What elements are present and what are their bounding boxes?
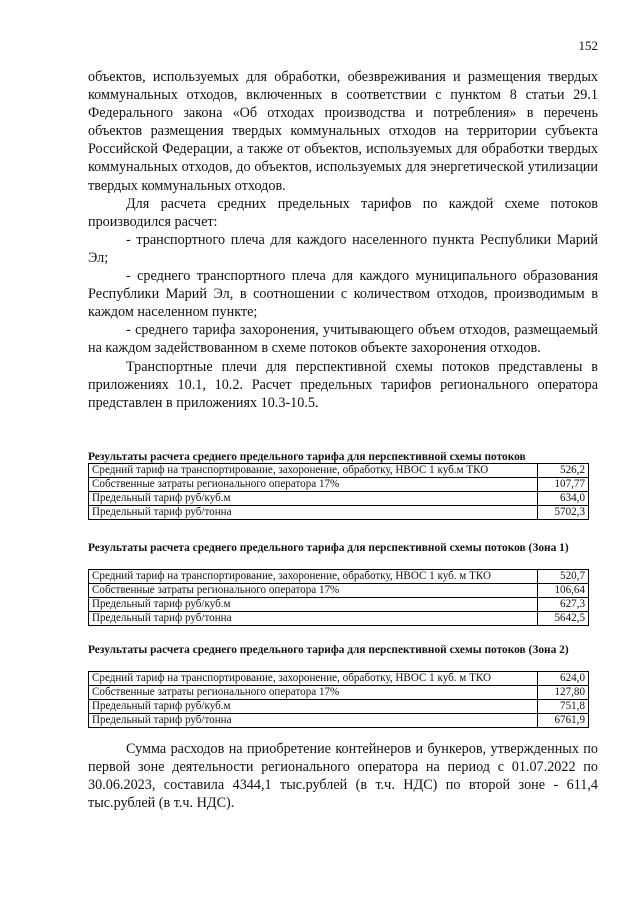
row-value: 127,80 xyxy=(538,686,589,700)
paragraph: Транспортные плечи для перспективной схемы потоков представлены в приложениях 10.1, 10.2. Расчет предельных тарифов регионального оператора представлен в приложениях 10.3-10.5. xyxy=(88,358,598,411)
table-row xyxy=(89,612,589,626)
row-label: Предельный тариф руб/тонна xyxy=(89,714,538,728)
row-label: Предельный тариф руб/куб.м xyxy=(89,700,538,714)
row-label: Средний тариф на транспортирование, захоронение, обработку, НВОС 1 куб. м ТКО xyxy=(89,570,538,584)
row-value: 751,8 xyxy=(538,700,589,714)
list-item: - среднего тарифа захоронения, учитывающего объем отходов, размещаемый на каждом задействованном в схеме потоков объекте захоронения отходов. xyxy=(88,322,598,357)
row-value: 6761,9 xyxy=(538,714,589,728)
table-row xyxy=(89,598,589,612)
tariff-table-overall xyxy=(88,463,589,520)
paragraph: Для расчета средних предельных тарифов по каждой схеме потоков производился расчет: xyxy=(88,195,598,230)
row-label: Предельный тариф руб/тонна xyxy=(89,612,538,626)
row-label: Собственные затраты регионального оператора 17% xyxy=(89,686,538,700)
table-row xyxy=(89,714,589,728)
paragraph: Сумма расходов на приобретение контейнеров и бункеров, утвержденных по первой зоне деятельности регионального оператора на период с 01.07.2022 по 30.06.2023, составила 4344,1 тыс.рублей (в т.ч. НДС) по второй зоне - 611,4 тыс.рублей (в т.ч. НДС). xyxy=(88,741,598,812)
table-row xyxy=(89,464,589,478)
list-item: - среднего транспортного плеча для каждого муниципального образования Республики Марий Эл, в соотношении с количеством отходов, производимым в каждом населенном пункте; xyxy=(88,268,598,321)
intro-text xyxy=(88,68,598,412)
row-label: Средний тариф на транспортирование, захоронение, обработку, НВОС 1 куб. м ТКО xyxy=(89,672,538,686)
table-row xyxy=(89,506,589,520)
row-label: Собственные затраты регионального оператора 17% xyxy=(89,478,538,492)
list-item: - транспортного плеча для каждого населенного пункта Республики Марий Эл; xyxy=(88,231,598,266)
row-value: 5702,3 xyxy=(538,506,589,520)
row-label: Собственные затраты регионального оператора 17% xyxy=(89,584,538,598)
tariff-table-zone-1 xyxy=(88,569,589,626)
row-label: Предельный тариф руб/тонна xyxy=(89,506,538,520)
row-value: 106,64 xyxy=(538,584,589,598)
table-row xyxy=(89,700,589,714)
table-row xyxy=(89,686,589,700)
table-row xyxy=(89,672,589,686)
row-value: 5642,5 xyxy=(538,612,589,626)
row-value: 520,7 xyxy=(538,570,589,584)
table-caption: Результаты расчета среднего предельного тарифа для перспективной схемы потоков (Зона 1) xyxy=(88,542,569,554)
closing-text xyxy=(88,740,598,812)
paragraph: объектов, используемых для обработки, обезвреживания и размещения твердых коммунальных отходов, включенных в соответствии с пунктом 8 статьи 29.1 Федерального закона «Об отходах производства и потребления» в перечень объектов размещения твердых коммунальных отходов на территории субъекта Российской Федерации, а также от объектов, используемых для обработки твердых коммунальных отходов, до объектов, используемых для энергетической утилизации твердых коммунальных отходов. xyxy=(88,69,598,194)
row-value: 627,3 xyxy=(538,598,589,612)
table-row xyxy=(89,478,589,492)
table-row xyxy=(89,492,589,506)
row-value: 526,2 xyxy=(538,464,589,478)
row-value: 107,77 xyxy=(538,478,589,492)
table-row xyxy=(89,570,589,584)
tariff-table-zone-2 xyxy=(88,671,589,728)
row-value: 634,0 xyxy=(538,492,589,506)
page-number: 152 xyxy=(578,38,598,53)
table-caption: Результаты расчета среднего предельного тарифа для перспективной схемы потоков xyxy=(88,451,526,463)
row-label: Предельный тариф руб/куб.м xyxy=(89,492,538,506)
row-label: Средний тариф на транспортирование, захоронение, обработку, НВОС 1 куб.м ТКО xyxy=(89,464,538,478)
table-caption: Результаты расчета среднего предельного тарифа для перспективной схемы потоков (Зона 2) xyxy=(88,644,569,656)
row-label: Предельный тариф руб/куб.м xyxy=(89,598,538,612)
row-value: 624,0 xyxy=(538,672,589,686)
table-row xyxy=(89,584,589,598)
